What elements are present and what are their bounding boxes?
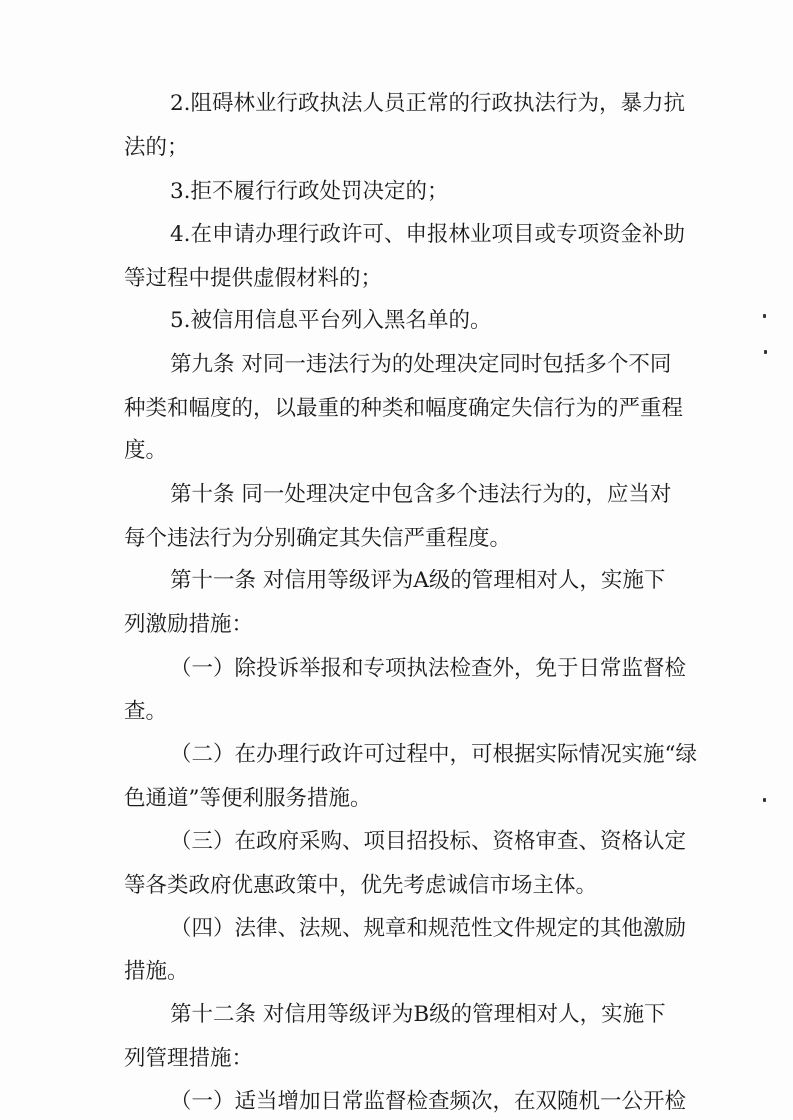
- text-line: 第十条 同一处理决定中包含多个违法行为的，应当对: [170, 482, 672, 507]
- text-line: 5.被信用信息平台列入黑名单的。: [170, 308, 492, 333]
- text-line: 3.拒不履行行政处罚决定的；: [170, 179, 449, 204]
- text-line: （三）在政府采购、项目招投标、资格审查、资格认定: [170, 829, 687, 854]
- text-line: （一）除投诉举报和专项执法检查外，免于日常监督检: [170, 656, 687, 681]
- text-line: 4.在申请办理行政许可、申报林业项目或专项资金补助: [170, 222, 686, 247]
- text-line: 第十一条 对信用等级评为A级的管理相对人，实施下: [170, 568, 666, 593]
- text-line: 2.阻碍林业行政执法人员正常的行政执法行为，暴力抗: [170, 91, 686, 116]
- text-line: 第九条 对同一违法行为的处理决定同时包括多个不同: [170, 352, 672, 377]
- text-line: 种类和幅度的，以最重的种类和幅度确定失信行为的严重程: [124, 396, 684, 421]
- text-line: 法的；: [124, 135, 189, 160]
- scan-speck: [763, 798, 766, 802]
- text-line: 查。: [124, 699, 168, 724]
- text-line: 第十二条 对信用等级评为B级的管理相对人，实施下: [170, 1002, 666, 1027]
- text-line: 列管理措施：: [124, 1046, 254, 1071]
- text-line: 列激励措施：: [124, 612, 254, 637]
- text-line: 色通道”等便利服务措施。: [124, 786, 372, 811]
- text-line: 等各类政府优惠政策中，优先考虑诚信市场主体。: [124, 873, 598, 898]
- scan-speck: [763, 314, 766, 318]
- text-line: （二）在办理行政许可过程中，可根据实际情况实施“绿: [170, 742, 697, 767]
- text-line: （一）适当增加日常监督检查频次，在双随机一公开检: [170, 1089, 687, 1114]
- text-line: 度。: [124, 438, 168, 463]
- text-line: 每个违法行为分别确定其失信严重程度。: [124, 526, 512, 551]
- text-line: （四）法律、法规、规章和规范性文件规定的其他激励: [170, 916, 687, 941]
- scan-speck: [764, 350, 767, 354]
- text-line: 等过程中提供虚假材料的；: [124, 266, 383, 291]
- text-line: 措施。: [124, 959, 189, 984]
